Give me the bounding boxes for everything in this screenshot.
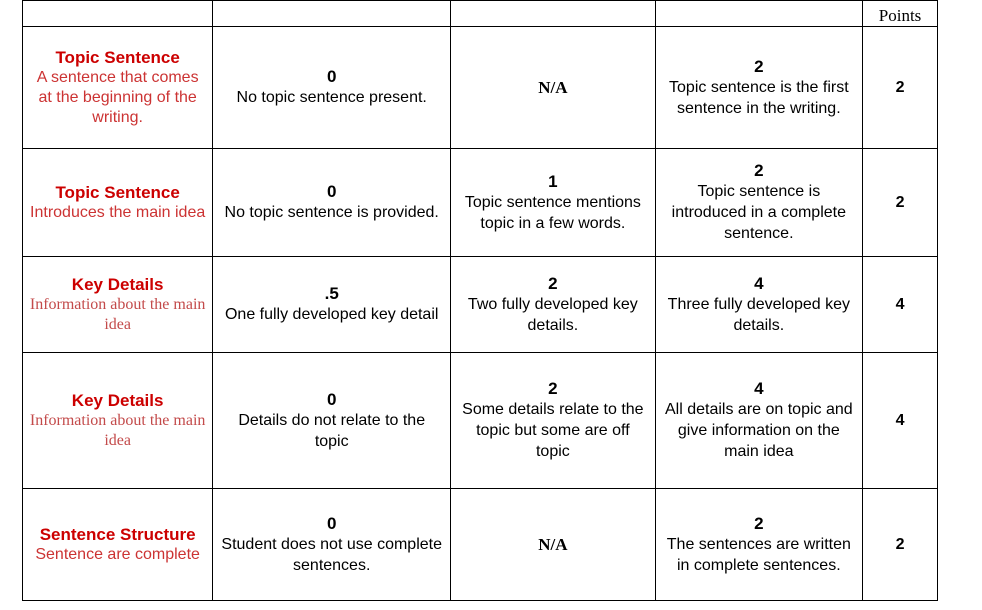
score-description: One fully developed key detail <box>224 306 439 324</box>
score-cell-1 <box>451 353 655 489</box>
criterion-cell <box>23 353 213 489</box>
points-cell <box>863 27 938 149</box>
criterion-cell <box>23 489 213 601</box>
score-value: .5 <box>324 284 339 304</box>
criterion-description: Information about the main idea <box>29 296 206 334</box>
header-criteria <box>23 1 213 27</box>
score-description: No topic sentence present. <box>236 89 427 107</box>
criterion-title: Key Details <box>71 390 164 410</box>
points-value: 2 <box>895 535 905 553</box>
score-value: 0 <box>326 389 337 409</box>
points-value: 2 <box>895 193 905 211</box>
score-description: Some details relate to the topic but some are off topic <box>462 401 644 460</box>
criterion-title: Topic Sentence <box>55 182 180 202</box>
score-value: 2 <box>754 513 764 533</box>
points-cell <box>863 149 938 257</box>
score-cell-2 <box>655 27 862 149</box>
criterion-description: Sentence are complete <box>35 546 200 564</box>
score-cell-0 <box>213 489 451 601</box>
score-value: 1 <box>548 171 558 191</box>
score-description: Topic sentence is introduced in a complete sentence. <box>671 183 846 242</box>
criterion-description: A sentence that comes at the beginning of the writing. <box>36 69 199 127</box>
score-value: 4 <box>754 273 764 293</box>
score-cell-0 <box>213 149 451 257</box>
score-description: Two fully developed key details. <box>467 295 638 334</box>
score-value: 4 <box>754 379 764 399</box>
header-points: Points <box>863 1 938 27</box>
score-cell-1 <box>451 27 655 149</box>
score-description: No topic sentence is provided. <box>224 204 439 222</box>
table-row <box>23 149 938 257</box>
score-value: 2 <box>548 273 558 293</box>
table-row <box>23 353 938 489</box>
criterion-cell <box>23 27 213 149</box>
score-value: 0 <box>326 67 337 87</box>
table-row <box>23 27 938 149</box>
score-description: Topic sentence is the first sentence in the writing. <box>669 78 849 117</box>
header-col-2 <box>655 1 862 27</box>
score-value: 2 <box>754 161 764 181</box>
points-cell <box>863 489 938 601</box>
score-cell-1 <box>451 257 655 353</box>
header-col-0 <box>213 1 451 27</box>
points-cell <box>863 257 938 353</box>
criterion-title: Topic Sentence <box>55 47 180 67</box>
points-value: 4 <box>895 295 905 313</box>
score-value: 0 <box>326 513 337 533</box>
score-description: The sentences are written in complete sentences. <box>666 535 851 574</box>
score-value: 2 <box>548 379 558 399</box>
score-cell-1 <box>451 149 655 257</box>
header-col-1 <box>451 1 655 27</box>
score-description: All details are on topic and give information on the main idea <box>665 401 853 460</box>
criterion-description: Introduces the main idea <box>30 204 206 222</box>
rubric-table <box>22 0 938 601</box>
score-cell-0 <box>213 27 451 149</box>
score-cell-2 <box>655 353 862 489</box>
table-header-row <box>23 1 938 27</box>
score-cell-2 <box>655 489 862 601</box>
score-cell-1 <box>451 489 655 601</box>
score-description: Details do not relate to the topic <box>238 411 426 450</box>
points-cell <box>863 353 938 489</box>
score-value: 0 <box>326 182 337 202</box>
criterion-cell <box>23 149 213 257</box>
criterion-description: Information about the main idea <box>29 412 206 450</box>
score-value: N/A <box>538 534 568 554</box>
score-value: 2 <box>754 56 764 76</box>
score-description: Topic sentence mentions topic in a few words. <box>464 193 641 232</box>
score-cell-0 <box>213 353 451 489</box>
score-description: Three fully developed key details. <box>667 295 850 334</box>
table-row <box>23 489 938 601</box>
score-description: Student does not use complete sentences. <box>221 535 442 574</box>
score-cell-0 <box>213 257 451 353</box>
criterion-title: Key Details <box>71 274 164 294</box>
score-value: N/A <box>538 77 568 97</box>
criterion-title: Sentence Structure <box>39 524 196 544</box>
points-value: 4 <box>895 411 905 429</box>
score-cell-2 <box>655 149 862 257</box>
criterion-cell <box>23 257 213 353</box>
points-value: 2 <box>895 78 905 96</box>
table-row <box>23 257 938 353</box>
score-cell-2 <box>655 257 862 353</box>
